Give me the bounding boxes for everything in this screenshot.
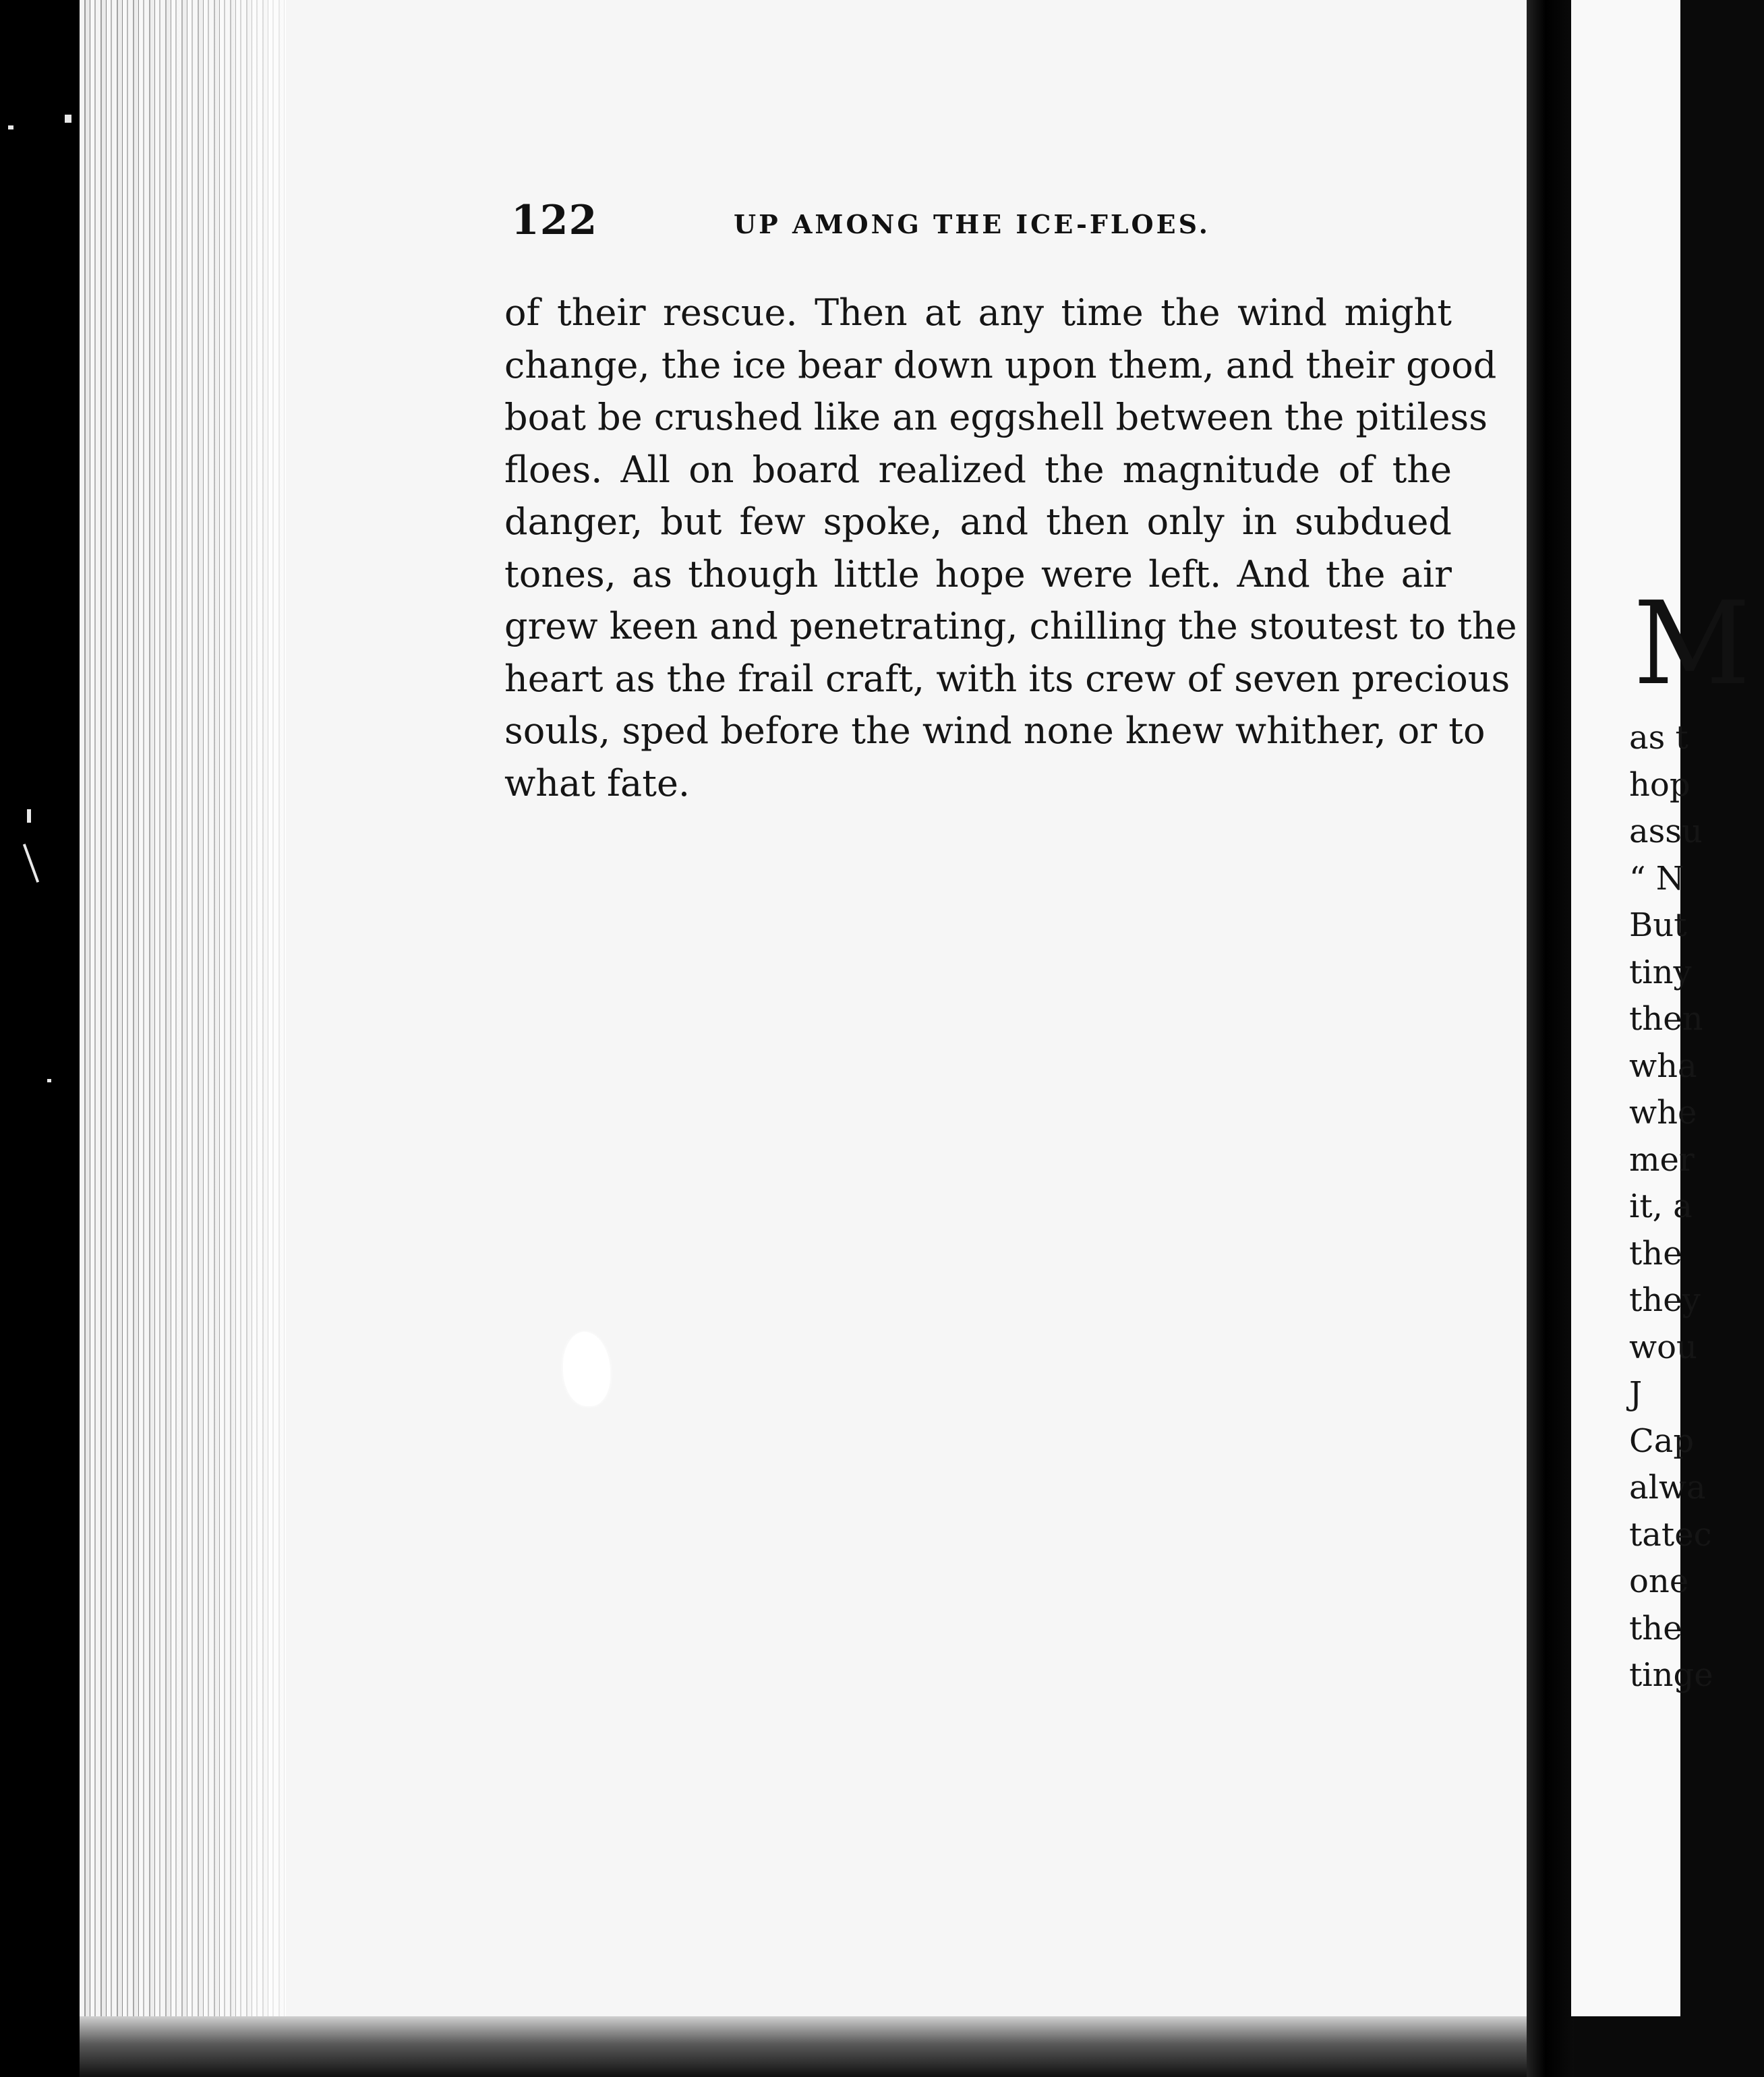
facing-line: alwa	[1629, 1469, 1706, 1506]
facing-line: the	[1629, 1234, 1682, 1272]
text-line: floes. All on board realized the magnitude of the	[504, 448, 1452, 491]
facing-line: wha	[1629, 1047, 1697, 1085]
text-line: boat be crushed like an eggshell between the pitiless	[504, 396, 1488, 438]
facing-line: then	[1629, 1000, 1703, 1038]
text-line: what fate.	[504, 761, 690, 805]
scan-speck	[47, 1079, 51, 1082]
body-text	[504, 287, 1517, 809]
text-line: heart as the frail craft, with its crew of seven precious	[504, 657, 1510, 700]
page-bottom-shadow	[80, 2016, 1529, 2077]
facing-line: it, a	[1629, 1188, 1693, 1225]
page-number: 122	[511, 197, 598, 244]
text-line: of their rescue. Then at any time the wind might	[504, 291, 1452, 334]
scan-speck	[8, 125, 13, 129]
facing-line: wou	[1629, 1328, 1697, 1366]
page-edges-fade	[80, 0, 289, 2077]
scan-speck	[65, 115, 71, 123]
facing-line: one	[1629, 1562, 1689, 1600]
text-line: grew keen and penetrating, chilling the stoutest to the	[504, 605, 1517, 647]
facing-line: mer	[1629, 1140, 1695, 1179]
facing-line: they	[1629, 1281, 1701, 1319]
facing-line: Cap	[1629, 1422, 1695, 1460]
left-scan-margin	[0, 0, 81, 2077]
facing-line: whe	[1629, 1094, 1697, 1132]
facing-line: assu	[1629, 813, 1703, 850]
text-line: souls, sped before the wind none knew whither, or to	[504, 709, 1486, 752]
scan-speck	[27, 809, 31, 823]
facing-page-text	[1629, 715, 1764, 1699]
facing-line: J	[1629, 1375, 1643, 1413]
facing-page	[1571, 0, 1751, 2016]
facing-line: tatec	[1629, 1515, 1712, 1554]
text-line: danger, but few spoke, and then only in subdued	[504, 500, 1452, 543]
facing-line: tiny	[1629, 953, 1692, 991]
running-title: UP AMONG THE ICE-FLOES.	[734, 209, 1210, 239]
facing-line: tinge	[1629, 1656, 1713, 1694]
running-head	[511, 197, 1455, 258]
text-line: change, the ice bear down upon them, and their good	[504, 343, 1497, 386]
book-gutter	[1527, 0, 1574, 2077]
facing-drop-cap: M	[1633, 577, 1751, 711]
facing-line: as t	[1629, 719, 1688, 757]
facing-line: hop	[1629, 765, 1690, 804]
scan-speck	[23, 844, 39, 883]
facing-line: the	[1629, 1609, 1682, 1647]
facing-line: “ N	[1629, 859, 1684, 898]
text-line: tones, as though little hope were left. And the air	[504, 552, 1452, 595]
facing-line: But	[1629, 906, 1687, 944]
